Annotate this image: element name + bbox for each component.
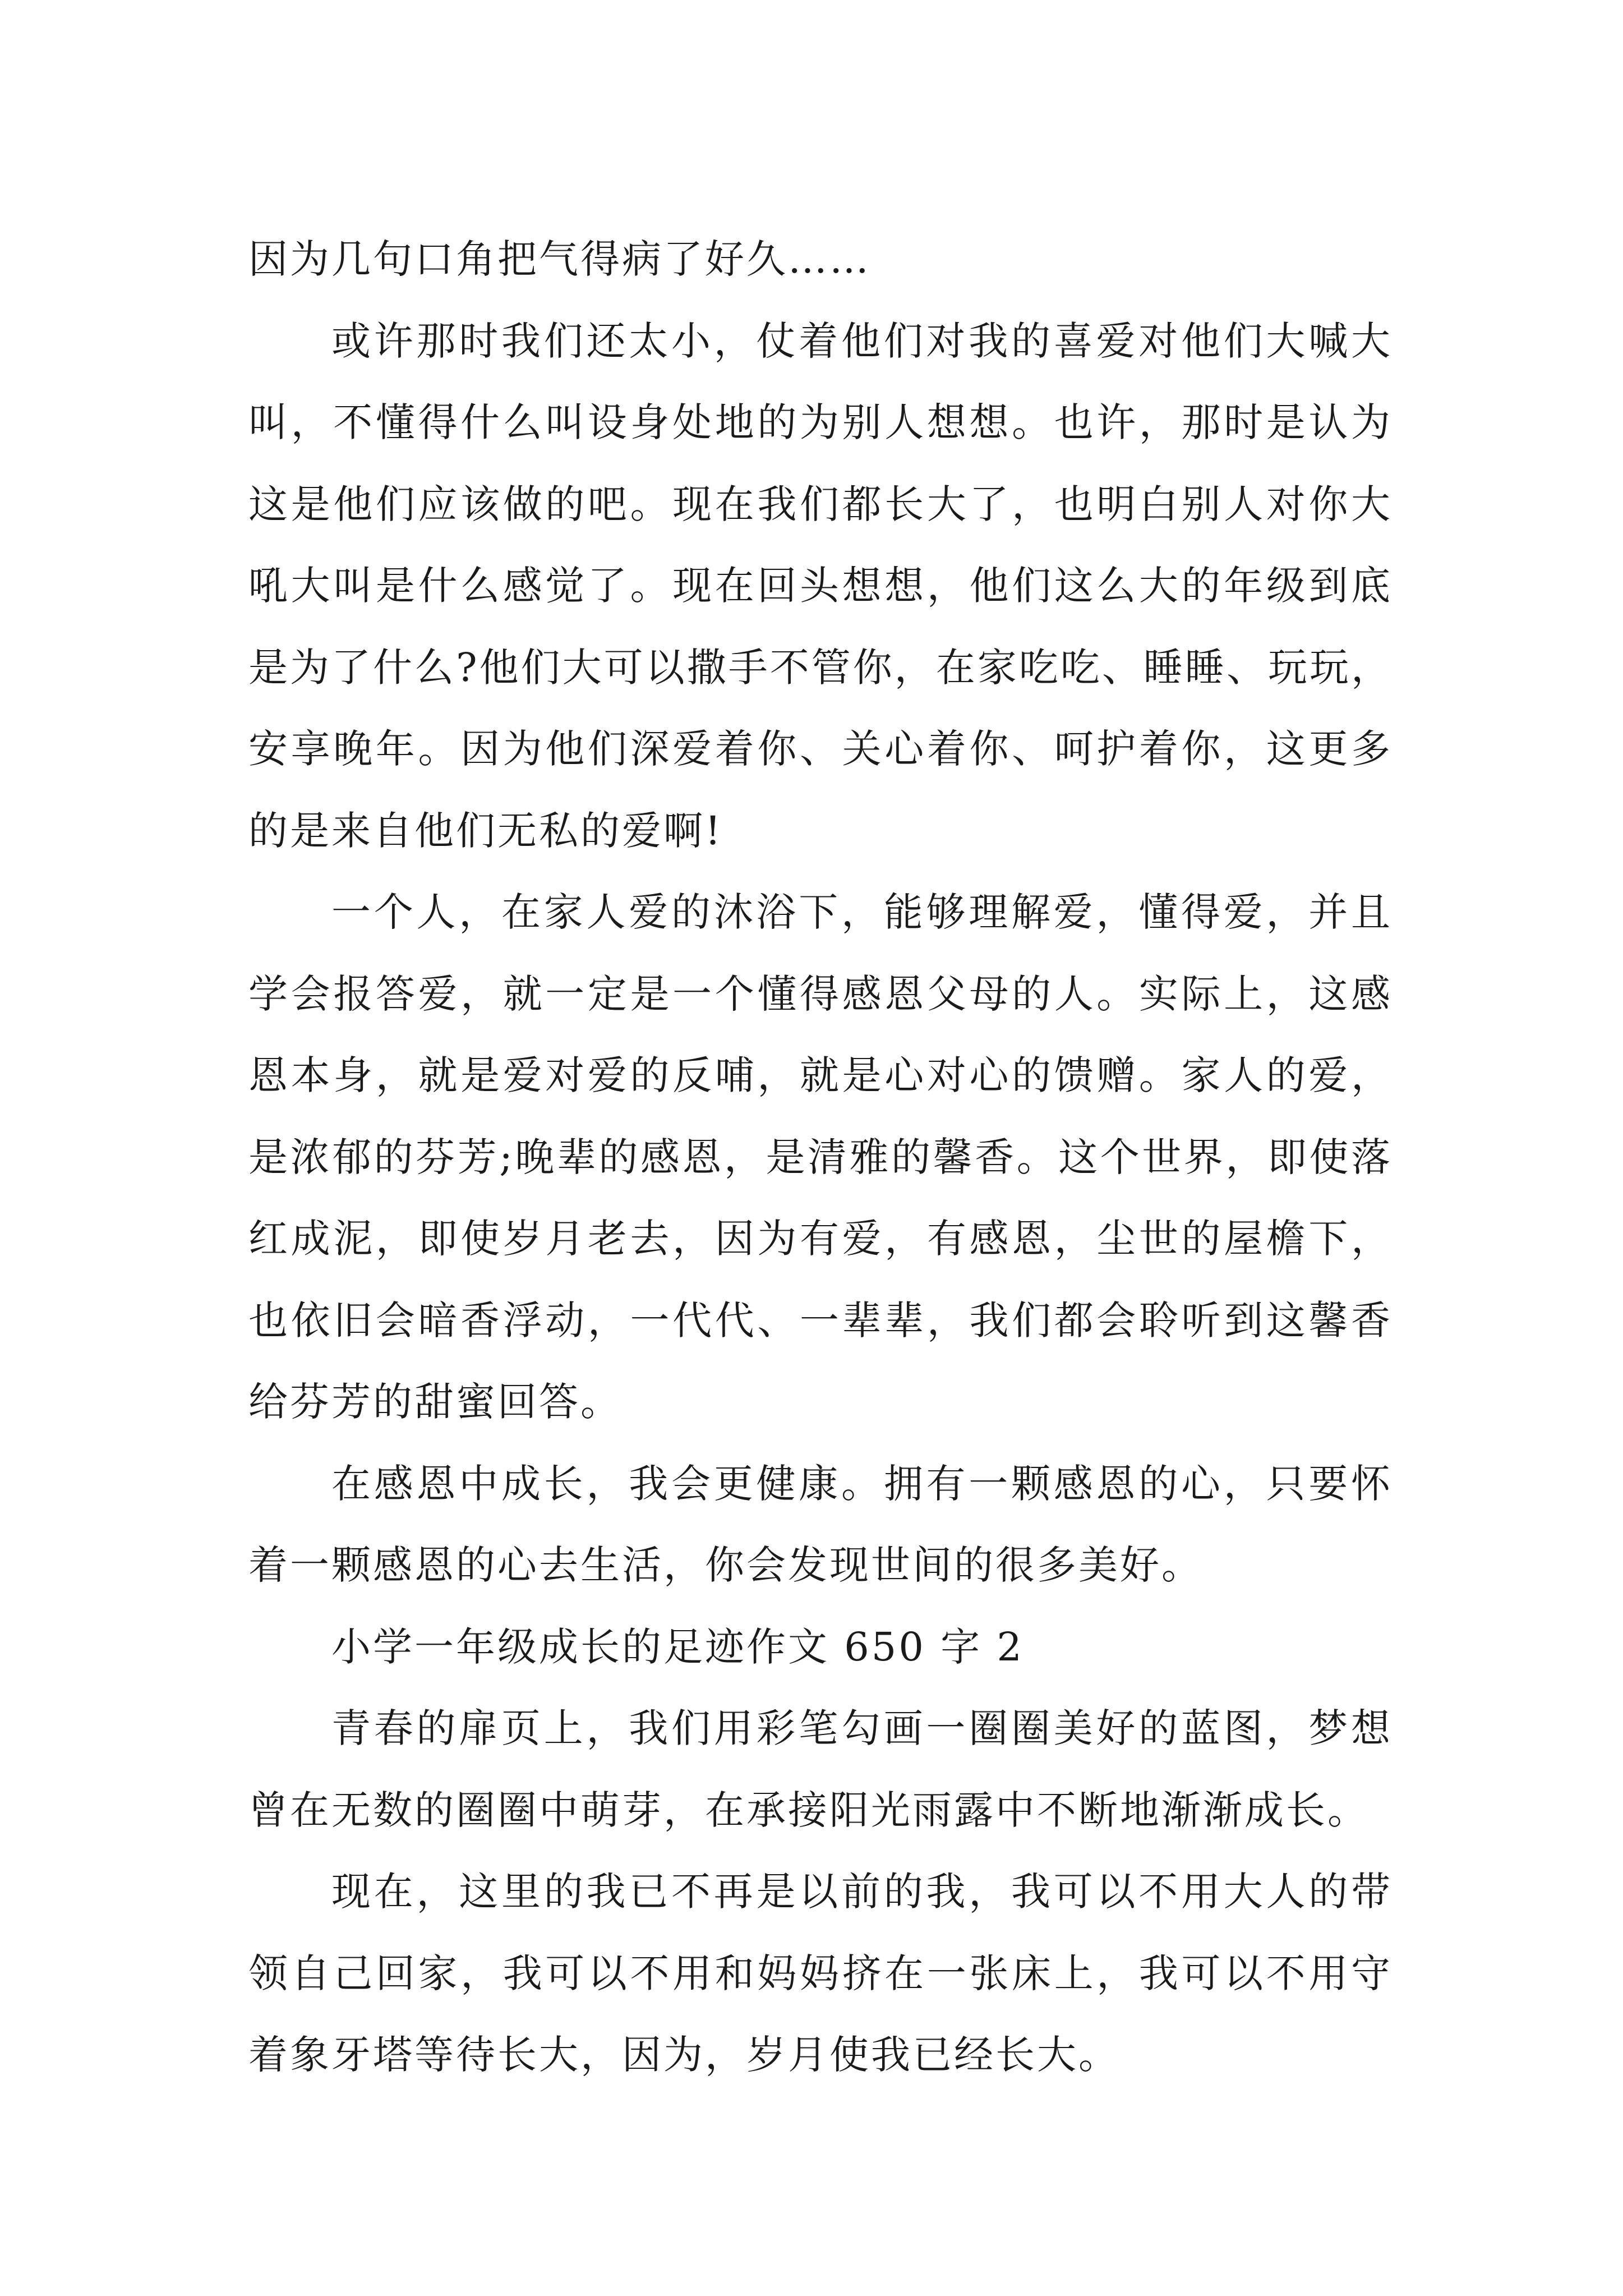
paragraph: 青春的扉页上，我们用彩笔勾画一圈圈美好的蓝图，梦想曾在无数的圈圈中萌芽，在承接阳光雨露中不断地渐渐成长。 xyxy=(248,1705,1393,1833)
paragraph: 因为几句口角把气得病了好久…… xyxy=(248,236,871,282)
document-body xyxy=(248,219,1393,2096)
section-heading: 小学一年级成长的足迹作文 650 字 2 xyxy=(331,1623,1024,1670)
paragraph: 或许那时我们还太小，仗着他们对我的喜爱对他们大喊大叫，不懂得什么叫设身处地的为别人想想。也许，那时是认为这是他们应该做的吧。现在我们都长大了，也明白别人对你大吼大叫是什么感觉了。现在回头想想，他们这么大的年级到底是为了什么?他们大可以撒手不管你，在家吃吃、睡睡、玩玩，安享晚年。因为他们深爱着你、关心着你、呵护着你，这更多的是来自他们无私的爱啊! xyxy=(248,318,1393,854)
paragraph: 一个人，在家人爱的沐浴下，能够理解爱，懂得爱，并且学会报答爱，就一定是一个懂得感恩父母的人。实际上，这感恩本身，就是爱对爱的反哺，就是心对心的馈赠。家人的爱，是浓郁的芬芳;晚辈的感恩，是清雅的馨香。这个世界，即使落红成泥，即使岁月老去，因为有爱，有感恩，尘世的屋檐下，也依旧会暗香浮动，一代代、一辈辈，我们都会聆听到这馨香给芬芳的甜蜜回答。 xyxy=(248,889,1393,1425)
paragraph: 现在，这里的我已不再是以前的我，我可以不用大人的带领自己回家，我可以不用和妈妈挤在一张床上，我可以不用守着象牙塔等待长大，因为，岁月使我已经长大。 xyxy=(248,1869,1393,2078)
paragraph: 在感恩中成长，我会更健康。拥有一颗感恩的心，只要怀着一颗感恩的心去生活，你会发现世间的很多美好。 xyxy=(248,1460,1393,1588)
